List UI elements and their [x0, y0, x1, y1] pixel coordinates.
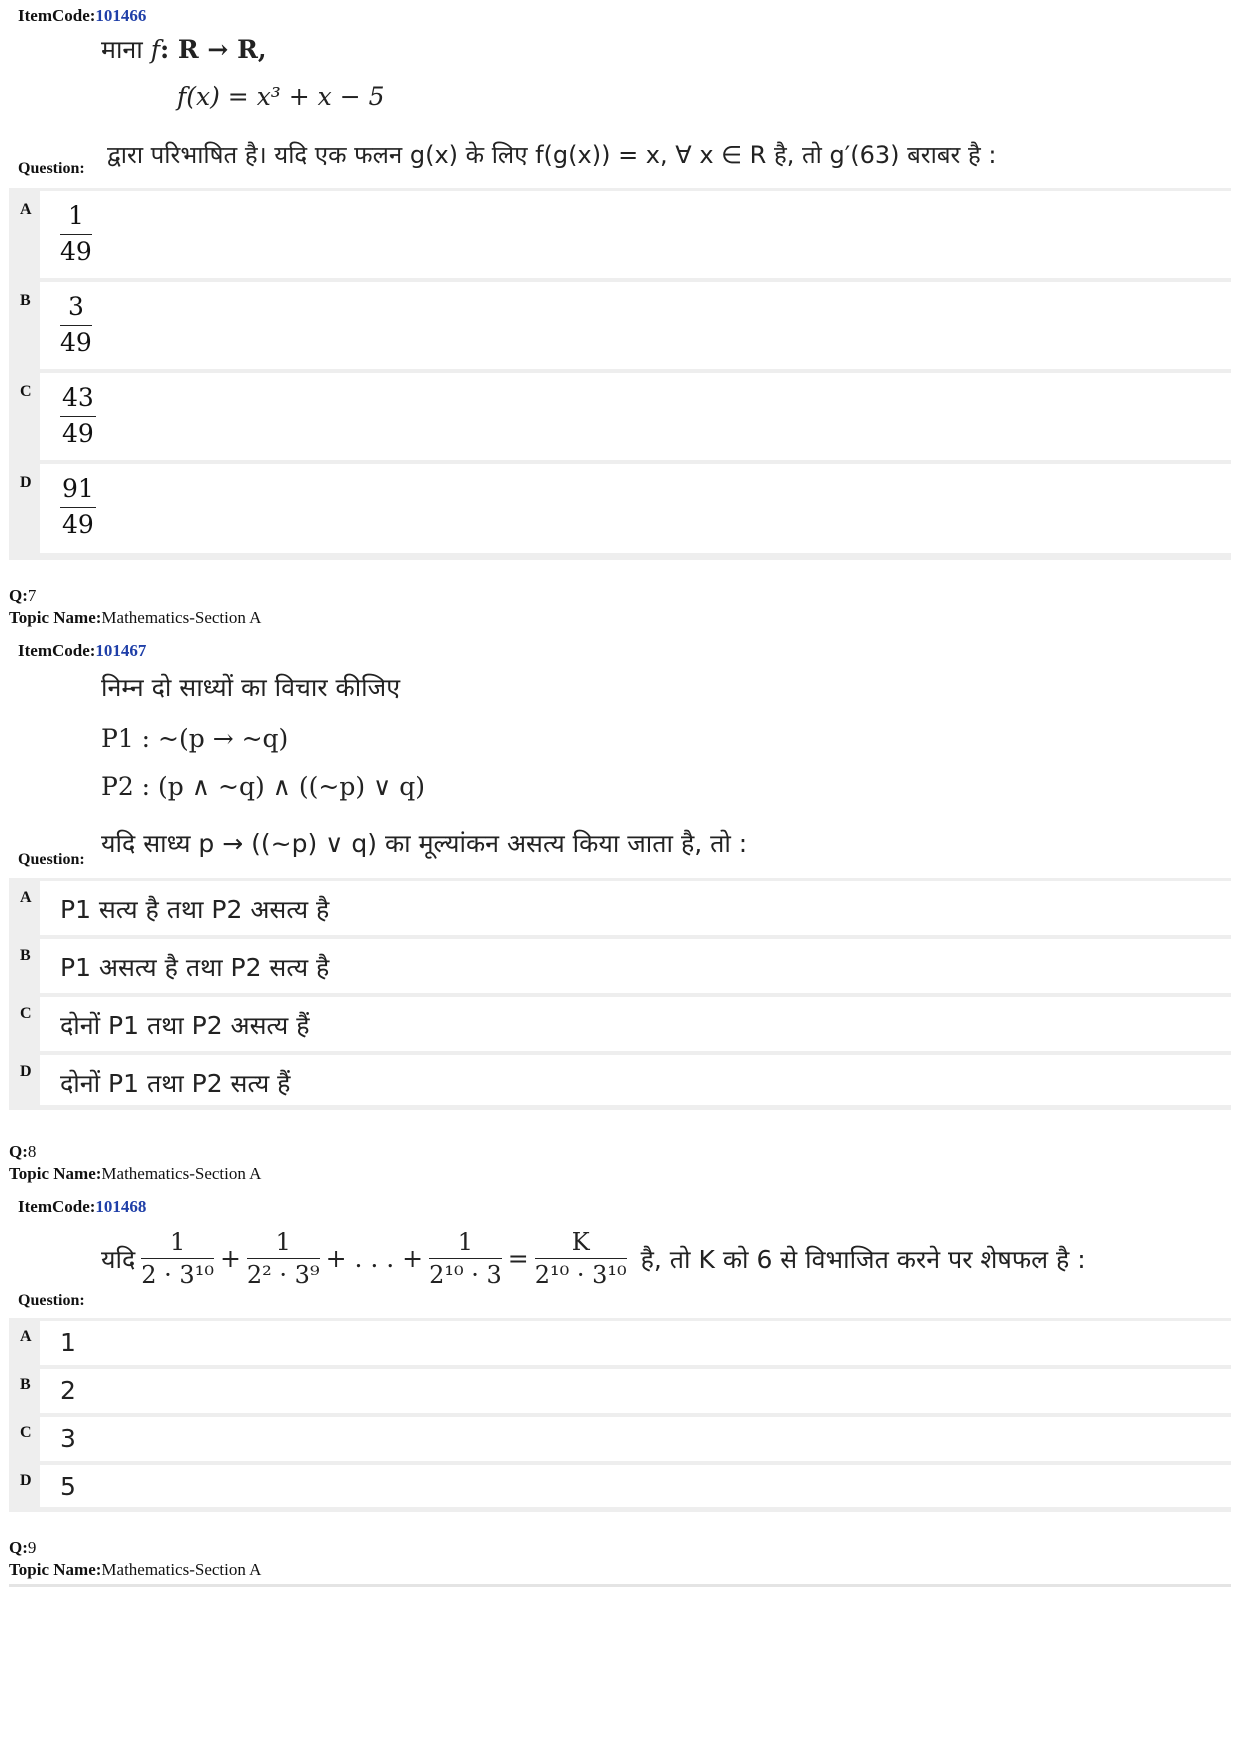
option-letter: A: [20, 889, 32, 906]
option-row-b[interactable]: [9, 281, 1231, 370]
question-row: [9, 1188, 1231, 1318]
fraction-term-4: K 2¹⁰ · 3¹⁰: [534, 1228, 627, 1289]
option-letter: B: [20, 947, 31, 964]
fraction-term-1: 1 2 · 3¹⁰: [141, 1228, 214, 1289]
option-content: [40, 1465, 1231, 1507]
topic-name: Topic Name:Mathematics-Section A: [9, 608, 262, 627]
question-label: Question:: [18, 851, 85, 868]
question-row: [9, 632, 1231, 878]
question-label: Question:: [18, 1292, 85, 1309]
item-code: ItemCode:101468: [18, 1197, 147, 1216]
question-line-2: P1 : ~(p → ~q): [101, 724, 289, 753]
question-block-101468: [9, 1188, 1231, 1512]
option-row-b[interactable]: [9, 1368, 1231, 1414]
section-divider: [9, 1584, 1231, 1587]
option-letter: B: [20, 292, 31, 309]
option-row-a[interactable]: [9, 880, 1231, 936]
option-letter: D: [20, 1472, 32, 1489]
option-text: दोनों P1 तथा P2 सत्य हैं: [60, 1069, 291, 1098]
option-text: 1: [60, 1328, 76, 1357]
option-row-d[interactable]: [9, 1054, 1231, 1110]
option-row-c[interactable]: [9, 372, 1231, 461]
option-row-c[interactable]: [9, 996, 1231, 1052]
option-letter: C: [20, 1424, 32, 1441]
option-content: [40, 464, 1231, 553]
option-fraction: 3 49: [60, 292, 92, 357]
question-block-101466: [9, 0, 1231, 560]
option-content: [40, 373, 1231, 460]
question-number: Q:7: [9, 586, 37, 605]
option-text: P1 सत्य है तथा P2 असत्य है: [60, 895, 330, 924]
option-letter: D: [20, 474, 32, 491]
option-row-a[interactable]: [9, 1320, 1231, 1366]
option-content: [40, 282, 1231, 369]
option-content: [40, 1321, 1231, 1365]
question-line-1: निम्न दो साध्यों का विचार कीजिए: [101, 673, 401, 702]
question-equation: यदि 1 2 · 3¹⁰ + 1 2² · 3⁹ + . . . + 1 2¹⁰ · 3 = K 2¹⁰ · 3¹⁰ है, तो K को 6 से विभाजित करने पर शेषफल है :: [101, 1228, 1086, 1289]
option-text: P1 असत्य है तथा P2 सत्य है: [60, 953, 330, 982]
option-fraction: 43 49: [62, 383, 94, 448]
option-row-a[interactable]: [9, 190, 1231, 279]
option-content: [40, 1369, 1231, 1413]
option-row-b[interactable]: [9, 938, 1231, 994]
question-number: Q:9: [9, 1538, 37, 1557]
option-letter: A: [20, 201, 32, 218]
question-line-3: P2 : (p ∧ ~q) ∧ ((~p) ∨ q): [101, 772, 426, 801]
question-row: [9, 0, 1231, 188]
question-label: Question:: [18, 160, 85, 177]
question-line-1: माना f: R → R,: [101, 35, 267, 64]
fraction-term-3: 1 2¹⁰ · 3: [429, 1228, 502, 1289]
topic-name: Topic Name:Mathematics-Section A: [9, 1560, 262, 1579]
option-content: [40, 1417, 1231, 1461]
fraction-term-2: 1 2² · 3⁹: [246, 1228, 320, 1289]
item-code: ItemCode:101466: [18, 6, 147, 25]
question-block-101467: [9, 632, 1231, 1110]
question-line-2: f(x) = x³ + x − 5: [177, 82, 385, 111]
option-row-d[interactable]: [9, 1464, 1231, 1510]
question-line-4: यदि साध्य p → ((~p) ∨ q) का मूल्यांकन असत्य किया जाता है, तो :: [101, 829, 748, 858]
option-text: 3: [60, 1424, 76, 1453]
topic-name: Topic Name:Mathematics-Section A: [9, 1164, 262, 1183]
option-letter: C: [20, 1005, 32, 1022]
item-code: ItemCode:101467: [18, 641, 147, 660]
option-row-c[interactable]: [9, 1416, 1231, 1462]
question-line-3: द्वारा परिभाषित है। यदि एक फलन g(x) के लिए f(g(x)) = x, ∀ x ∈ R है, तो g′(63) बराबर है :: [107, 141, 997, 169]
option-fraction: 1 49: [60, 201, 92, 266]
option-letter: B: [20, 1376, 31, 1393]
option-text: 5: [60, 1472, 76, 1501]
option-fraction: 91 49: [62, 474, 94, 539]
option-content: [40, 191, 1231, 278]
option-letter: C: [20, 383, 32, 400]
option-text: 2: [60, 1376, 76, 1405]
option-text: दोनों P1 तथा P2 असत्य हैं: [60, 1011, 310, 1040]
option-row-d[interactable]: [9, 463, 1231, 555]
option-letter: A: [20, 1328, 32, 1345]
question-number: Q:8: [9, 1142, 37, 1161]
option-letter: D: [20, 1063, 32, 1080]
